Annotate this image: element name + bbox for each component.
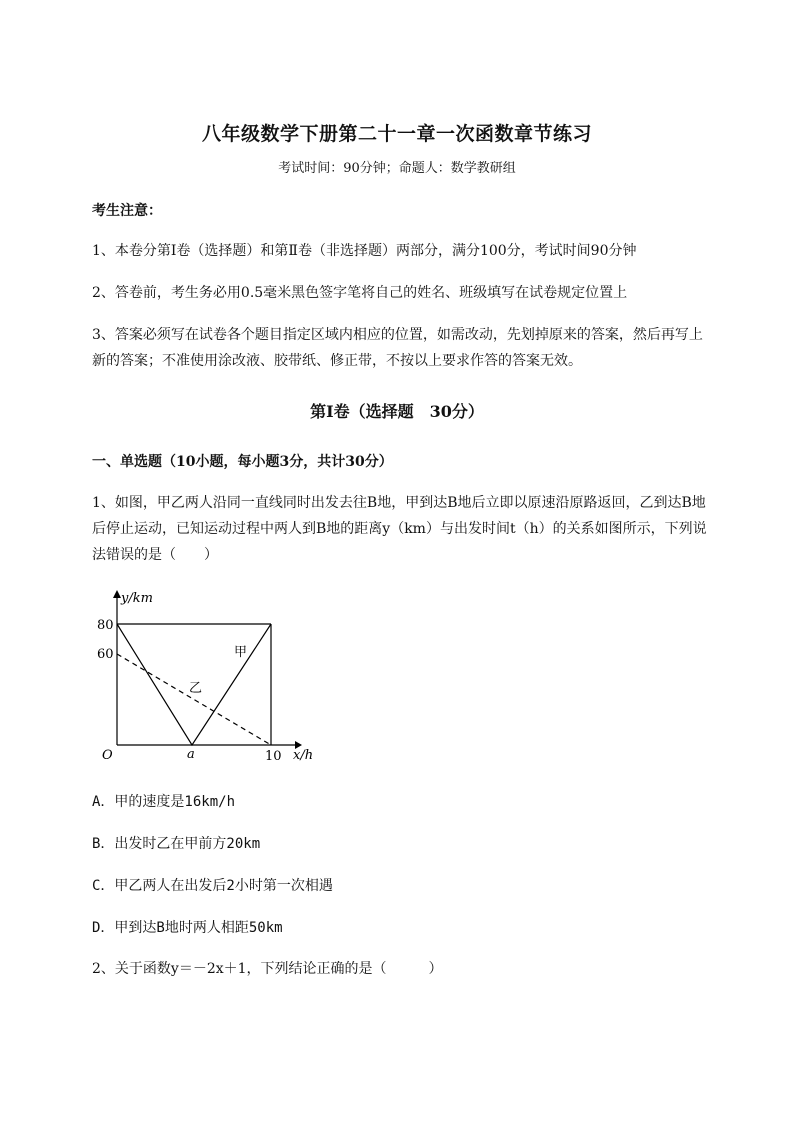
origin-label: O (102, 748, 113, 763)
section-title: 第I卷（选择题 30分） (310, 402, 484, 421)
notice-heading: 考生注意： (92, 203, 162, 219)
tick-label-60: 60 (97, 647, 114, 662)
y-axis-arrow (113, 590, 121, 598)
part-heading: 一、单选题（10小题，每小题3分，共计30分） (92, 454, 393, 470)
series-label-jia: 甲 (234, 645, 248, 660)
notice-item-2: 2、答卷前，考生务必用0.5毫米黑色签字笔将自己的姓名、班级填写在试卷规定位置上 (92, 285, 628, 301)
question-1-stem: 1、如图，甲乙两人沿同一直线同时出发去往B地，甲到达B地后立即以原速沿原路返回，乙到达B地后停止运动，已知运动过程中两人到B地的距离y（km）与出发时间t（h）的关系如图所示，下列说法错误的是（ ） (92, 495, 707, 563)
page-title: 八年级数学下册第二十一章一次函数章节练习 (201, 123, 592, 145)
question-2-stem: 2、关于函数y＝－2x＋1，下列结论正确的是（ ） (92, 961, 443, 977)
distance-time-graph (90, 585, 330, 770)
x-axis-label: x/h (293, 748, 314, 763)
tick-label-10: 10 (265, 749, 282, 764)
y-axis-label: y/km (121, 591, 153, 606)
exam-info: 考试时间：90分钟；命题人：数学教研组 (278, 161, 516, 176)
tick-label-80: 80 (97, 618, 114, 633)
tick-label-a: a (187, 747, 195, 762)
series-yi-line (117, 654, 271, 745)
option-a: A．甲的速度是16km/h (92, 794, 236, 810)
series-label-yi: 乙 (189, 681, 203, 696)
option-b: B．出发时乙在甲前方20km (92, 836, 261, 852)
notice-item-1: 1、本卷分第I卷（选择题）和第Ⅱ卷（非选择题）两部分，满分100分，考试时间90分钟 (92, 243, 637, 259)
notice-item-3: 3、答案必须写在试卷各个题目指定区域内相应的位置，如需改动，先划掉原来的答案，然后再写上新的答案；不准使用涂改液、胶带纸、修正带，不按以上要求作答的答案无效。 (92, 327, 703, 369)
option-c: C．甲乙两人在出发后2小时第一次相遇 (92, 878, 333, 894)
option-d: D．甲到达B地时两人相距50km (92, 920, 283, 936)
